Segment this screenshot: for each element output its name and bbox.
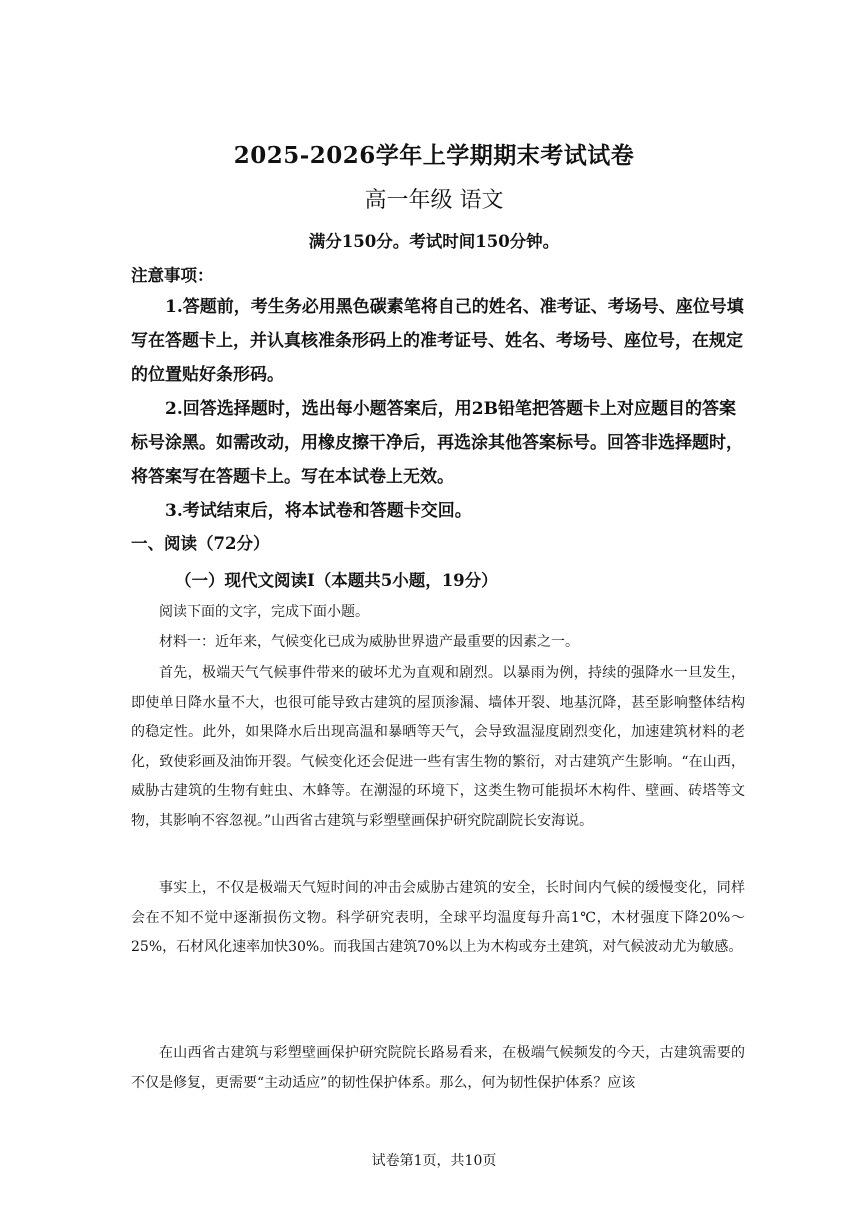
notice-heading: 注意事项：: [131, 266, 214, 285]
section-heading: 一、阅读（72分）: [131, 534, 270, 553]
subsection-heading: （一）现代文阅读I（本题共5小题，19分）: [175, 571, 498, 590]
score-time-note: 满分150分。考试时间150分钟。: [308, 232, 560, 251]
page-footer: 试卷第1页，共10页: [371, 1153, 497, 1169]
material-paragraph: 事实上，不仅是极端天气短时间的冲击会威胁古建筑的安全，长时间内气候的缓慢变化，同样会在不知不觉中逐渐损伤文物。科学研究表明，全球平均温度每升高1℃，木材强度下降20%～25%，石材风化速率加快30%。而我国古建筑70%以上为木构或夯土建筑，对气候波动尤为敏感。: [131, 880, 745, 955]
material-paragraph: 首先，极端天气气候事件带来的破坏尤为直观和剧烈。以暴雨为例，持续的强降水一旦发生，即使单日降水量不大，也很可能导致古建筑的屋顶渗漏、墙体开裂、地基沉降，甚至影响整体结构的稳定性。此外，如果降水后出现高温和暴晒等天气，会导致温湿度剧烈变化，加速建筑材料的老化，致使彩画及油饰开裂。气候变化还会促进一些有害生物的繁衍，对古建筑产生影响。“在山西，威胁古建筑的生物有蛀虫、木蜂等。在潮湿的环境下，这类生物可能损坏木构件、壁画、砖塔等文物，其影响不容忽视。”山西省古建筑与彩塑壁画保护研究院副院长安海说。: [131, 665, 745, 829]
exam-title: 2025-2026学年上学期期末考试试卷: [233, 142, 635, 169]
material-paragraph: 在山西省古建筑与彩塑壁画保护研究院院长路易看来，在极端气候频发的今天，古建筑需要的不仅是修复，更需要“主动适应”的韧性保护体系。那么，何为韧性保护体系？应该: [131, 1045, 745, 1091]
notice-item: 2.回答选择题时，选出每小题答案后，用2B铅笔把答题卡上对应题目的答案标号涂黑。如需改动，用橡皮擦干净后，再选涂其他答案标号。回答非选择题时，将答案写在答题卡上。写在本试卷上无效。: [131, 399, 743, 487]
material-paragraph: 材料一：近年来，气候变化已成为威胁世界遗产最重要的因素之一。: [159, 634, 579, 650]
notice-item: 3.考试结束后，将本试卷和答题卡交回。: [165, 501, 472, 521]
reading-instruction: 阅读下面的文字，完成下面小题。: [159, 604, 369, 620]
exam-subtitle: 高一年级 语文: [364, 188, 504, 213]
notice-item: 1.答题前，考生务必用黑色碳素笔将自己的姓名、准考证、考场号、座位号填写在答题卡上，并认真核准条形码上的准考证号、姓名、考场号、座位号，在规定的位置贴好条形码。: [131, 297, 744, 385]
